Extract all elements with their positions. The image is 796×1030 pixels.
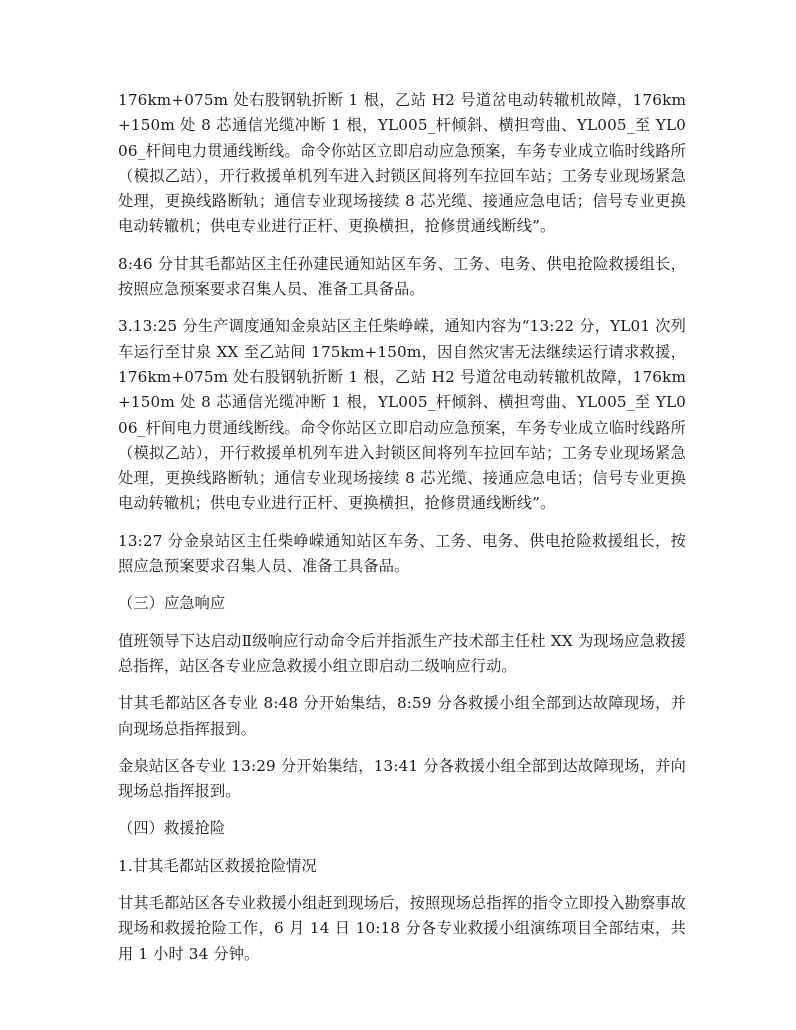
paragraph-jinquan-notice: 13:27 分金泉站区主任柴峥嵘通知站区车务、工务、电务、供电抢险救援组长，按照应急预案要求召集人员、准备工具备品。 bbox=[118, 531, 686, 576]
section-heading-rescue: （四）救援抢险 bbox=[118, 819, 226, 838]
paragraph-ganqimaodu-rescue-result: 甘其毛都站区各专业救援小组赶到现场后，按照现场总指挥的指令立即投入勘察事故现场和救援抢险工作，6 月 14 日 10:18 分各专业救援小组演练项目全部结束，共用 1 小时 34 分钟。 bbox=[118, 894, 686, 963]
paragraph-dispatch-order-continued: 176km+075m 处右股钢轨折断 1 根，乙站 H2 号道岔电动转辙机故障，176km+150m 处 8 芯通信光缆冲断 1 根，YL005_杆倾斜、横担弯曲、YL005_至 YL006_杆间电力贯通线断线。命令你站区立即启动应急预案，车务专业成立临时线路所（模拟乙站），开行救援单机列车进入封锁区间将列车拉回车站；工务专业现场紧急处理，更换线路断轨；通信专业现场接续 8 芯光缆、接通应急电话；信号专业更换电动转辙机；供电专业进行正杆、更换横担，抢修贯通线断线”。 bbox=[118, 91, 686, 236]
subsection-heading-ganqimaodu-rescue: 1.甘其毛都站区救援抢险情况 bbox=[118, 856, 317, 875]
paragraph-jinquan-dispatch: 3.13:25 分生产调度通知金泉站区主任柴峥嵘，通知内容为“13:22 分，YL01 次列车运行至甘泉 XX 至乙站间 175km+150m，因自然灾害无法继续运行请求救援，176km+075m 处右股钢轨折断 1 根，乙站 H2 号道岔电动转辙机故障，176km+150m 处 8 芯通信光缆冲断 1 根，YL005_杆倾斜、横担弯曲、YL005_至 YL006_杆间电力贯通线断线。命令你站区立即启动应急预案，车务专业成立临时线路所（模拟乙站），开行救援单机列车进入封锁区间将列车拉回车站；工务专业现场紧急处理，更换线路断轨；通信专业现场接续 8 芯光缆、接通应急电话；信号专业更换电动转辙机；供电专业进行正杆、更换横担，抢修贯通线断线”。 bbox=[118, 317, 686, 513]
section-heading-emergency-response: （三）应急响应 bbox=[118, 594, 226, 613]
paragraph-jinquan-assembly: 金泉站区各专业 13:29 分开始集结，13:41 分各救援小组全部到达故障现场，并向现场总指挥报到。 bbox=[118, 756, 686, 801]
paragraph-ganqimaodu-assembly: 甘其毛都站区各专业 8:48 分开始集结，8:59 分各救援小组全部到达故障现场，并向现场总指挥报到。 bbox=[118, 694, 686, 738]
document-body bbox=[118, 88, 686, 979]
paragraph-ganqimaodu-notice: 8:46 分甘其毛都站区主任孙建民通知站区车务、工务、电务、供电抢险救援组长，按照应急预案要求召集人员、准备工具备品。 bbox=[118, 254, 686, 299]
paragraph-response-command: 值班领导下达启动Ⅱ级响应行动命令后并指派生产技术部主任杜 XX 为现场应急救援总指挥，站区各专业应急救援小组立即启动二级响应行动。 bbox=[118, 631, 686, 675]
